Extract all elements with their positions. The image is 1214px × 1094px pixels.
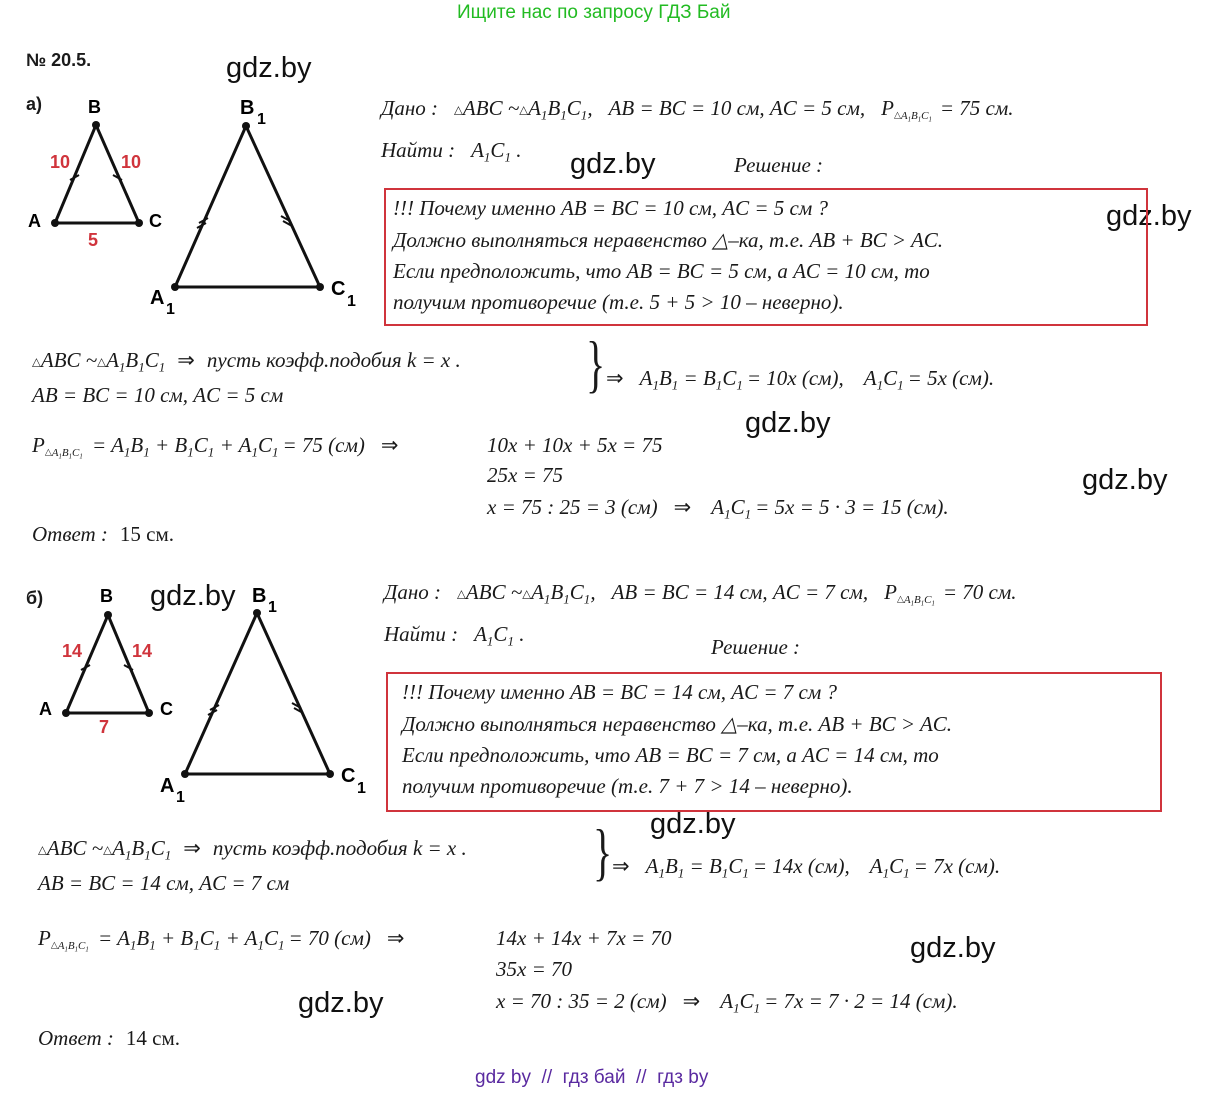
vertex-a-label: A — [28, 211, 41, 231]
equation-1-b: 14x + 14x + 7x = 70 — [496, 926, 672, 950]
side-ac-length: 5 — [88, 230, 99, 250]
svg-text:B: B — [252, 585, 267, 607]
equation-1-a: 10x + 10x + 5x = 75 — [487, 433, 663, 457]
svg-text:C: C — [160, 699, 173, 719]
remark-line-1: !!! Почему именно AB = BC = 10 см, AC = 5 см ? — [393, 196, 828, 220]
answer-b: Ответ : 14 см. — [38, 1026, 181, 1050]
part-a-label: а) — [26, 94, 43, 114]
vertex-c1-label: C — [331, 278, 346, 300]
watermark: gdz.by — [1082, 464, 1168, 496]
vertex-b-label: B — [88, 97, 101, 117]
large-triangle-b — [160, 585, 366, 806]
vertex-b1-label: B — [240, 97, 255, 119]
svg-text:1: 1 — [166, 301, 175, 318]
find-line-b: Найти : $A_1C_1$ . — [384, 622, 525, 649]
search-banner: Ищите нас по запросу ГДЗ Бай — [457, 2, 731, 23]
remark-line-3: Если предположить, что AB = BC = 7 см, а AC = 14 см, то — [402, 743, 939, 767]
svg-text:1: 1 — [176, 789, 185, 806]
watermark: gdz.by — [226, 52, 312, 84]
sides-line-a: AB = BC = 10 см, AC = 5 см — [32, 383, 284, 407]
watermark: gdz.by — [650, 808, 736, 840]
equation-2-a: 25x = 75 — [487, 463, 563, 487]
remark-line-2: Должно выполняться неравенство △–ка, т.е. AB + BC > AC. — [393, 228, 944, 252]
remark-line-4: получим противоречие (т.е. 5 + 5 > 10 – неверно). — [393, 290, 844, 314]
result-line-b: ⇒ $A_1B_1 = B_1C_1 = 14x$ (см), $A_1C_1 = 7x$ (см). — [612, 854, 1001, 881]
perimeter-line-b: $P_{\triangle A_1B_1C_1} = A_1B_1 + B_1C_1 + A_1C_1 = 70$ (см) ⇒ — [38, 926, 405, 954]
side-bc-length: 10 — [121, 152, 142, 172]
svg-text:14: 14 — [132, 641, 153, 661]
answer-a: Ответ : 15 см. — [32, 522, 175, 546]
solution-label-b: Решение : — [711, 635, 801, 659]
small-triangle-a — [28, 97, 162, 250]
watermark: gdz.by — [1106, 200, 1192, 232]
large-triangle-a — [150, 97, 356, 318]
svg-text:1: 1 — [347, 293, 356, 310]
problem-number: № 20.5. — [26, 50, 92, 70]
svg-text:14: 14 — [62, 641, 83, 661]
equation-2-b: 35x = 70 — [496, 957, 572, 981]
result-line-a: ⇒ $A_1B_1 = B_1C_1 = 10x$ (см), $A_1C_1 = 5x$ (см). — [606, 366, 995, 393]
vertex-a1-label: A — [150, 287, 165, 309]
remark-line-4: получим противоречие (т.е. 7 + 7 > 14 – неверно). — [402, 774, 853, 798]
remark-line-2: Должно выполняться неравенство △–ка, т.е. AB + BC > AC. — [402, 712, 953, 736]
solution-label-a: Решение : — [734, 153, 824, 177]
watermark: gdz.by — [570, 148, 656, 180]
watermark: gdz.by — [910, 932, 996, 964]
remark-line-1: !!! Почему именно AB = BC = 14 см, AC = 7 см ? — [402, 680, 837, 704]
side-ab-length: 10 — [50, 152, 71, 172]
part-b-figure — [0, 580, 380, 810]
small-triangle-b — [39, 586, 173, 737]
part-b-label: б) — [26, 588, 44, 608]
watermark: gdz.by — [150, 580, 236, 612]
similarity-line-a: △ABC $\sim\triangle A_1B_1C_1$ ⇒ пусть коэфф.подобия k = x . — [32, 348, 461, 375]
find-line-a: Найти : $A_1C_1$ . — [381, 138, 522, 165]
sides-line-b: AB = BC = 14 см, AC = 7 см — [38, 871, 290, 895]
vertex-c-label: C — [149, 211, 162, 231]
equation-3-b: x = 70 : 35 = 2 (см) ⇒ $A_1C_1 = 7x = 7 \cdot 2 = 14$ (см). — [496, 989, 958, 1016]
similarity-line-b: △ABC $\sim\triangle A_1B_1C_1$ ⇒ пусть коэфф.подобия k = x . — [38, 836, 467, 863]
given-line-b: Дано : △ABC $\sim\triangle A_1B_1C_1$, AB = BC = 14 см, AC = 7 см, $P_{\triangle A_1B_1C_1} = 70$ см. — [384, 580, 1017, 608]
footer-links[interactable]: gdz by // гдз бай // гдз by — [475, 1067, 709, 1088]
svg-text:1: 1 — [268, 599, 277, 616]
given-line-a: Дано : △ABC $\sim\triangle A_1B_1C_1$, AB = BC = 10 см, AC = 5 см, $P_{\triangle A_1B_1C_1} = 75$ см. — [381, 96, 1014, 124]
svg-text:7: 7 — [99, 717, 110, 737]
equation-3-a: x = 75 : 25 = 3 (см) ⇒ $A_1C_1 = 5x = 5 \cdot 3 = 15$ (см). — [487, 495, 949, 522]
svg-text:A: A — [160, 775, 175, 797]
perimeter-line-a: $P_{\triangle A_1B_1C_1} = A_1B_1 + B_1C_1 + A_1C_1 = 75$ (см) ⇒ — [32, 433, 399, 461]
svg-text:A: A — [39, 699, 52, 719]
svg-text:1: 1 — [257, 111, 266, 128]
svg-text:C: C — [341, 765, 356, 787]
remark-line-3: Если предположить, что AB = BC = 5 см, а AC = 10 см, то — [393, 259, 930, 283]
svg-text:1: 1 — [357, 780, 366, 797]
part-a-figure — [0, 90, 370, 320]
watermark: gdz.by — [298, 987, 384, 1019]
svg-text:B: B — [100, 586, 113, 606]
watermark: gdz.by — [745, 407, 831, 439]
